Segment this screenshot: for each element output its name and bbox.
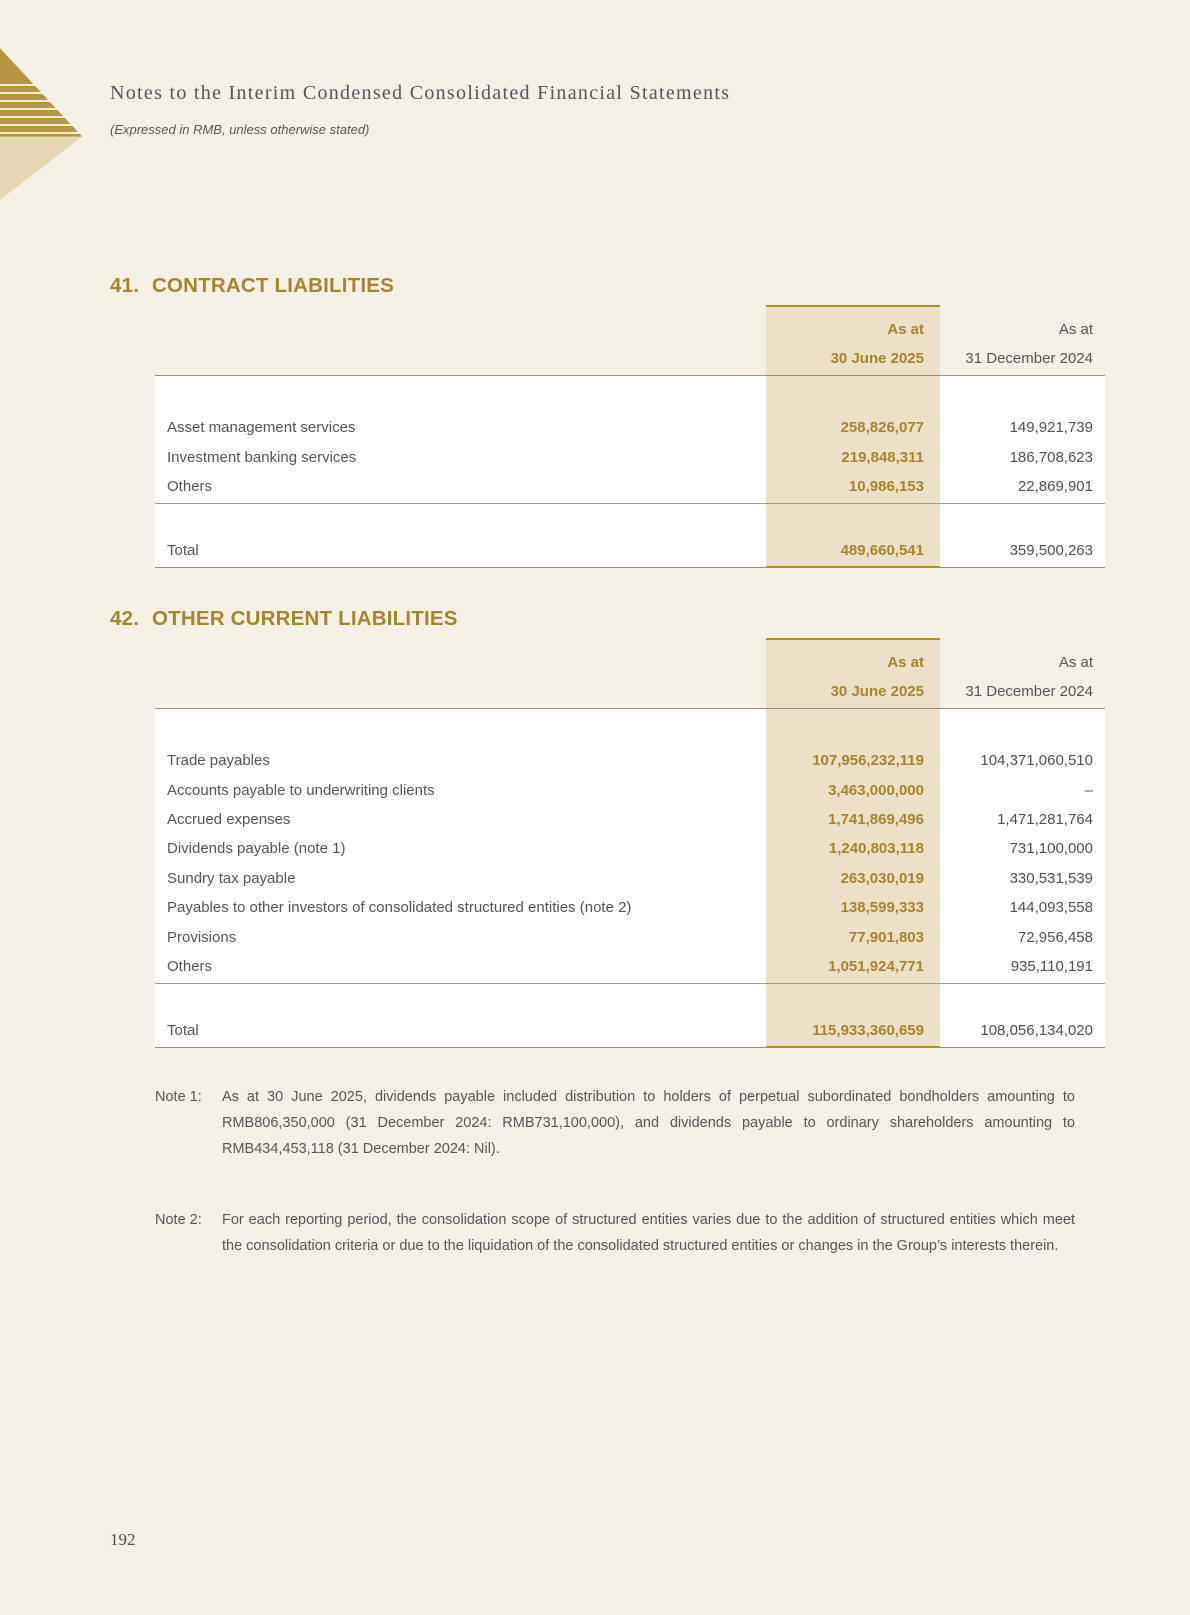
note-1-label: Note 1:: [155, 1089, 202, 1105]
row-value-current: 219,848,311: [841, 448, 924, 466]
gold-bottom-rule: [766, 1046, 940, 1048]
table-row: [155, 922, 1105, 951]
column-header-current: [766, 315, 940, 375]
row-value-prior: 149,921,739: [1009, 419, 1093, 437]
header-rule: [155, 375, 1105, 376]
row-value-prior: 1,471,281,764: [997, 810, 1093, 828]
row-value-prior: 186,708,623: [1009, 448, 1093, 466]
row-value-current: 3,463,000,000: [828, 781, 924, 799]
total-value-current: 115,933,360,659: [812, 1022, 924, 1040]
page-subtitle: (Expressed in RMB, unless otherwise stated): [110, 122, 370, 137]
row-value-current: 107,956,232,119: [812, 752, 924, 770]
table-rows: [155, 708, 1105, 1048]
table-row: [155, 775, 1105, 804]
table-row: [155, 472, 1105, 501]
table-row: [155, 864, 1105, 893]
column-header-prior-line1: As at: [1058, 321, 1093, 338]
table-header: [155, 638, 1105, 708]
column-header-prior-line2: 31 December 2024: [965, 683, 1093, 700]
table-row: [155, 746, 1105, 775]
total-label: Total: [167, 542, 199, 560]
bottom-rule: [155, 1047, 1105, 1048]
total-label: Total: [167, 1022, 199, 1040]
row-label: Investment banking services: [167, 448, 357, 466]
column-header-prior-line2: 31 December 2024: [965, 350, 1093, 367]
other-current-liabilities-table: [155, 638, 1105, 1048]
corner-stripes: [0, 84, 82, 138]
column-header-current-line1: As at: [887, 321, 924, 338]
table-row: [155, 413, 1105, 442]
total-value-current: 489,660,541: [840, 542, 924, 560]
table-row: [155, 805, 1105, 834]
section-42-heading: [110, 607, 458, 631]
row-label: Dividends payable (note 1): [167, 840, 346, 858]
row-label: Accrued expenses: [167, 810, 291, 828]
section-42-number: 42.: [110, 607, 140, 630]
gold-bottom-rule: [766, 566, 940, 568]
column-header-prior: [940, 315, 1105, 375]
row-value-prior: 22,869,901: [1017, 477, 1093, 495]
section-41-title: CONTRACT LIABILITIES: [152, 274, 395, 297]
note-2-label: Note 2:: [155, 1212, 202, 1228]
row-label: Accounts payable to underwriting clients: [167, 781, 435, 799]
column-header-prior-line1: As at: [1058, 654, 1093, 671]
row-value-prior: 144,093,558: [1009, 899, 1093, 917]
header-rule: [155, 708, 1105, 709]
row-value-current: 1,741,869,496: [828, 810, 924, 828]
note-1-text: As at 30 June 2025, dividends payable included distribution to holders of perpetual subordinated bondholders amounting to RMB806,350,000 (31 December 2024: RMB731,100,000), and dividends payable to ordinary shareholders amounting to RMB434,453,118 (31 December 2024: Nil).: [222, 1089, 1075, 1157]
total-row: [155, 1016, 1105, 1045]
gold-top-rule: [766, 638, 940, 640]
section-41-heading: [110, 274, 394, 298]
section-42-title: OTHER CURRENT LIABILITIES: [152, 607, 458, 630]
row-label: Trade payables: [167, 752, 270, 770]
row-label: Payables to other investors of consolidated structured entities (note 2): [167, 899, 632, 917]
row-value-current: 10,986,153: [848, 477, 924, 495]
bottom-rule: [155, 567, 1105, 568]
row-value-prior: 731,100,000: [1009, 840, 1093, 858]
total-separator-rule: [155, 503, 1105, 504]
row-label: Others: [167, 477, 213, 495]
page-title: Notes to the Interim Condensed Consolidated Financial Statements: [110, 82, 731, 104]
row-value-current: 77,901,803: [848, 928, 924, 946]
corner-decoration: [0, 45, 82, 200]
row-value-prior: –: [1084, 781, 1093, 799]
gold-top-rule: [766, 305, 940, 307]
total-value-prior: 359,500,263: [1009, 542, 1093, 560]
table-header: [155, 305, 1105, 375]
note-1: [155, 1084, 1075, 1162]
column-header-current-line1: As at: [887, 654, 924, 671]
note-2-text: For each reporting period, the consolidation scope of structured entities varies due to the addition of structured entities which meet the consolidation criteria or due to the liquidation of the consolidated structured entities or changes in the Group’s interests therein.: [222, 1212, 1075, 1254]
total-separator-rule: [155, 983, 1105, 984]
total-value-prior: 108,056,134,020: [980, 1022, 1093, 1040]
total-row: [155, 536, 1105, 565]
section-41-number: 41.: [110, 274, 140, 297]
table-row: [155, 442, 1105, 471]
table-row: [155, 834, 1105, 863]
table-row: [155, 952, 1105, 981]
row-value-current: 258,826,077: [840, 419, 924, 437]
contract-liabilities-table: [155, 305, 1105, 568]
row-label: Asset management services: [167, 419, 356, 437]
column-header-current-line2: 30 June 2025: [830, 683, 924, 700]
table-row: [155, 893, 1105, 922]
row-label: Sundry tax payable: [167, 869, 296, 887]
row-value-prior: 72,956,458: [1017, 928, 1093, 946]
row-label: Provisions: [167, 928, 237, 946]
note-2: [155, 1207, 1075, 1259]
row-value-prior: 330,531,539: [1009, 869, 1093, 887]
row-value-prior: 935,110,191: [1010, 957, 1093, 975]
row-value-current: 263,030,019: [840, 869, 924, 887]
row-value-current: 1,240,803,118: [828, 840, 924, 858]
row-value-current: 1,051,924,771: [828, 957, 924, 975]
column-header-prior: [940, 648, 1105, 708]
row-value-current: 138,599,333: [840, 899, 924, 917]
page-number: 192: [110, 1530, 136, 1549]
table-rows: [155, 375, 1105, 568]
row-label: Others: [167, 957, 213, 975]
column-header-current: [766, 648, 940, 708]
row-value-prior: 104,371,060,510: [980, 752, 1093, 770]
column-header-current-line2: 30 June 2025: [830, 350, 924, 367]
